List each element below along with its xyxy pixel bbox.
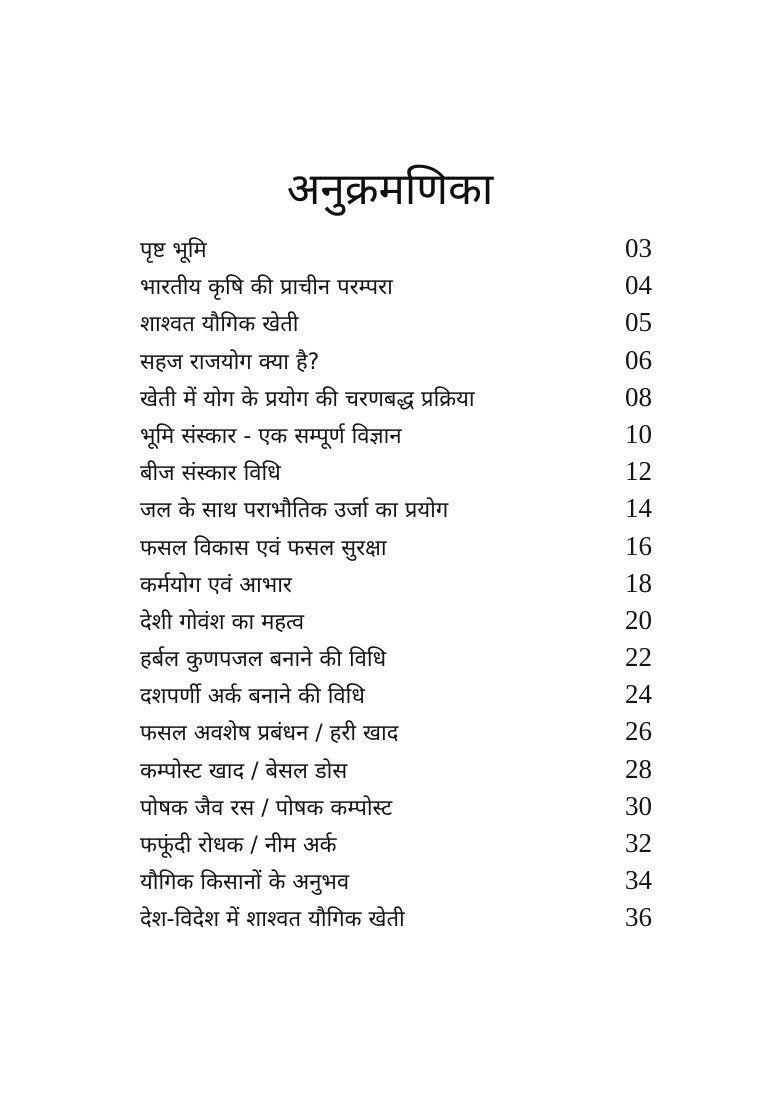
toc-entry-label: हर्बल कुणपजल बनाने की विधि <box>140 647 387 673</box>
toc-row <box>140 453 652 490</box>
toc-entry-label: देशी गोवंश का महत्व <box>140 609 305 635</box>
toc-page-number: 05 <box>625 307 652 338</box>
toc-entry-label: दशपर्णी अर्क बनाने की विधि <box>140 684 365 710</box>
toc-row <box>140 304 652 341</box>
toc-page-number: 26 <box>625 716 652 747</box>
toc-page-number: 34 <box>625 865 652 896</box>
toc-page-number: 32 <box>625 828 652 858</box>
toc-entry-label: जल के साथ पराभौतिक उर्जा का प्रयोग <box>140 498 449 524</box>
toc-page-number: 12 <box>625 456 652 487</box>
toc-row <box>140 565 652 602</box>
table-of-contents <box>140 230 652 937</box>
page-title: अनुक्रमणिका <box>286 164 494 215</box>
toc-page-number: 18 <box>625 567 652 598</box>
toc-row <box>140 788 652 825</box>
toc-entry-label: कर्मयोग एवं आभार <box>140 572 292 598</box>
toc-page-number: 03 <box>625 233 652 263</box>
toc-entry-label: देश-विदेश में शाश्वत यौगिक खेती <box>140 907 405 933</box>
toc-row <box>140 342 652 379</box>
toc-page-number: 04 <box>625 270 652 301</box>
toc-page-number: 14 <box>625 493 652 524</box>
toc-row <box>140 379 652 416</box>
toc-page-number: 08 <box>625 381 652 412</box>
toc-row <box>140 713 652 750</box>
toc-row <box>140 416 652 453</box>
toc-page-number: 30 <box>625 790 652 821</box>
toc-page-number: 20 <box>625 604 652 635</box>
toc-entry-label: फफूंदी रोधक / नीम अर्क <box>140 833 337 858</box>
toc-entry-label: खेती में योग के प्रयोग की चरणबद्ध प्रक्रिया <box>140 386 475 412</box>
toc-row <box>140 751 652 788</box>
toc-entry-label: शाश्वत यौगिक खेती <box>140 312 299 338</box>
toc-page-number: 16 <box>625 530 652 561</box>
toc-row <box>140 825 652 862</box>
toc-entry-label: सहज राजयोग क्या है? <box>140 349 320 375</box>
toc-entry-label: फसल विकास एवं फसल सुरक्षा <box>140 535 387 561</box>
toc-row <box>140 639 652 676</box>
toc-entry-label: भारतीय कृषि की प्राचीन परम्परा <box>140 275 393 301</box>
toc-row <box>140 490 652 527</box>
toc-row <box>140 528 652 565</box>
toc-row <box>140 676 652 713</box>
toc-page-number: 28 <box>625 753 652 784</box>
toc-entry-label: बीज संस्कार विधि <box>140 461 281 487</box>
toc-page-number: 10 <box>625 418 652 449</box>
toc-entry-label: फसल अवशेष प्रबंधन / हरी खाद <box>140 721 399 747</box>
toc-row <box>140 862 652 899</box>
toc-row <box>140 230 652 267</box>
toc-row <box>140 267 652 304</box>
toc-entry-label: भूमि संस्कार - एक सम्पूर्ण विज्ञान <box>140 423 402 449</box>
toc-page-number: 22 <box>625 642 652 673</box>
toc-row <box>140 602 652 639</box>
toc-row <box>140 899 652 936</box>
toc-page-number: 06 <box>625 344 652 375</box>
toc-entry-label: यौगिक किसानों के अनुभव <box>140 870 350 896</box>
toc-page-number: 24 <box>625 679 652 710</box>
toc-entry-label: कम्पोस्ट खाद / बेसल डोस <box>140 758 348 784</box>
toc-page-number: 36 <box>625 902 652 933</box>
toc-entry-label: पोषक जैव रस / पोषक कम्पोस्ट <box>140 795 393 821</box>
toc-entry-label: पृष्ट भूमि <box>140 238 207 263</box>
